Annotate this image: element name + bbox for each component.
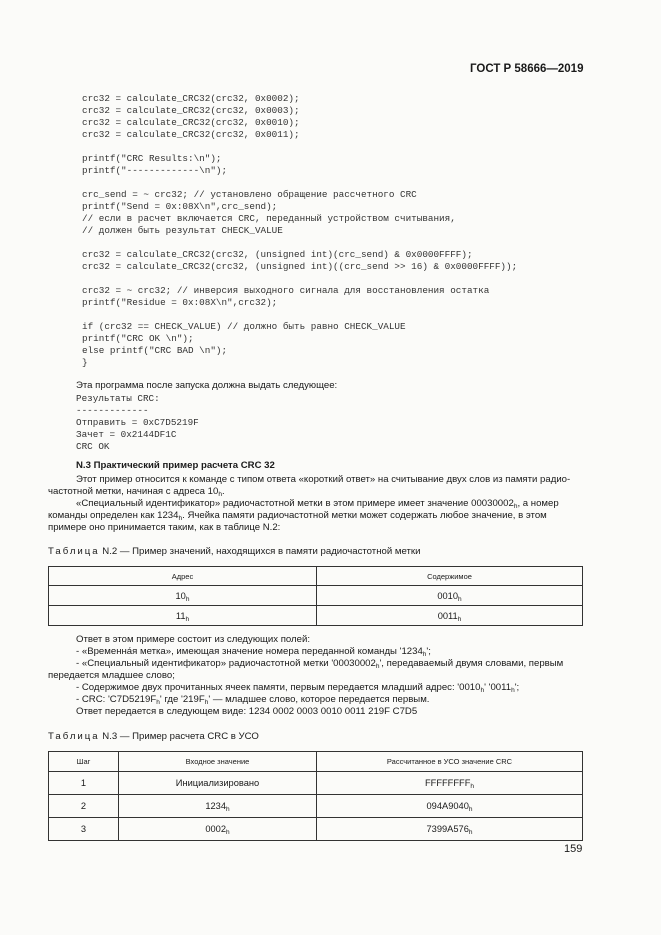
output-line: Отправить = 0xC7D5219F [76, 417, 199, 428]
column-header: Адрес [49, 567, 317, 586]
table-cell: $094A9040_h$ [317, 795, 583, 818]
page-number: 159 [564, 843, 583, 855]
code-line: printf("CRC Results:\n"); [82, 153, 222, 164]
table-cell: $1234_h$ [119, 795, 317, 818]
output-intro: Эта программа после запуска должна выдать следующее: [76, 380, 338, 391]
table3-caption: Таблица N.3 — Пример расчета CRC в УСО [48, 731, 259, 742]
code-line: crc32 = calculate_CRC32(crc32, 0x0011); [82, 129, 300, 140]
standard-header: ГОСТ Р 58666—2019 [470, 63, 584, 75]
table2-caption: Таблица N.2 — Пример значений, находящихся в памяти радиочастотной метки [48, 546, 421, 557]
output-line: Зачет = 0x2144DF1C [76, 429, 177, 440]
paragraph-line: - «Временна́я метка», имеющая значение номера переданной команды '$1234_h$'; [76, 646, 431, 658]
paragraph-line: Ответ в этом примере состоит из следующих полей: [76, 634, 311, 645]
code-line: // если в расчет включается CRC, переданный устройством считывания, [82, 213, 456, 224]
paragraph-line: частотной метки, начиная с адреса $10_h$. [48, 486, 225, 498]
code-line: crc_send = ~ crc32; // установлено обращение рассчетного CRC [82, 189, 417, 200]
table-row [49, 818, 583, 841]
table-n3 [48, 751, 583, 841]
table-header-row [49, 567, 583, 586]
code-line: // должен быть результат CHECK_VALUE [82, 225, 283, 236]
output-line: Результаты CRC: [76, 393, 160, 404]
paragraph-line: примере оно принимается таким, как в таблице N.2: [48, 522, 281, 533]
paragraph-line: - Содержимое двух прочитанных ячеек памяти, первым передается младший адрес: '$0010_h$' '$0011_h$'; [76, 682, 520, 694]
code-line: crc32 = calculate_CRC32(crc32, (unsigned int)((crc_send >> 16) & 0x0000FFFF)); [82, 261, 518, 272]
paragraph-line: Ответ передается в следующем виде: 1234 0002 0003 0010 0011 219F C7D5 [76, 706, 418, 717]
code-line: printf("Send = 0x:08X\n",crc_send); [82, 201, 278, 212]
code-line: else printf("CRC BAD \n"); [82, 345, 228, 356]
paragraph-line: «Специальный идентификатор» радиочастотной метки в этом примере имеет значение $00030002_h$, а номер [76, 498, 559, 510]
paragraph-line: передается младшее слово; [48, 670, 175, 681]
table-cell: 1 [49, 772, 119, 795]
code-line: printf("Residue = 0x:08X\n",crc32); [82, 297, 278, 308]
column-header: Рассчитанное в УСО значение CRC [317, 752, 583, 772]
table-cell: $0011_h$ [317, 606, 583, 626]
code-line: printf("CRC OK \n"); [82, 333, 194, 344]
paragraph-line: команды определен как $1234_h$. Ячейка памяти радиочастотной метки может содержать любое значение, в этом [48, 510, 547, 522]
table-row [49, 795, 583, 818]
table-cell: $7399A576_h$ [317, 818, 583, 841]
table-n2 [48, 566, 583, 626]
column-header: Содержимое [317, 567, 583, 586]
code-line: crc32 = ~ crc32; // инверсия выходного сигнала для восстановления остатка [82, 285, 490, 296]
code-line: crc32 = calculate_CRC32(crc32, 0x0003); [82, 105, 300, 116]
table-row [49, 586, 583, 606]
column-header: Входное значение [119, 752, 317, 772]
code-line: crc32 = calculate_CRC32(crc32, 0x0010); [82, 117, 300, 128]
code-line: crc32 = calculate_CRC32(crc32, (unsigned int)(crc_send) & 0x0000FFFF); [82, 249, 473, 260]
output-line: ------------- [76, 405, 149, 416]
code-line: printf("-------------\n"); [82, 165, 228, 176]
paragraph-line: - «Специальный идентификатор» радиочастотной метки '$00030002_h$', передаваемый двумя словами, первым [76, 658, 564, 670]
code-line: } [82, 357, 88, 368]
table-row [49, 606, 583, 626]
paragraph-line: - CRC: '$C7D5219F_h$' где '$219F_h$' — младшее слово, которое передается первым. [76, 694, 430, 706]
table-cell: $10_h$ [49, 586, 317, 606]
table-cell: $0010_h$ [317, 586, 583, 606]
section-heading: N.3 Практический пример расчета CRC 32 [76, 460, 275, 471]
table-cell: 3 [49, 818, 119, 841]
table-row [49, 772, 583, 795]
table-cell: $FFFFFFFF_h$ [317, 772, 583, 795]
table-header-row [49, 752, 583, 772]
table-cell: $0002_h$ [119, 818, 317, 841]
output-line: CRC OK [76, 441, 110, 452]
code-line: crc32 = calculate_CRC32(crc32, 0x0002); [82, 93, 300, 104]
table-cell: 2 [49, 795, 119, 818]
code-line: if (crc32 == CHECK_VALUE) // должно быть равно CHECK_VALUE [82, 321, 406, 332]
table-cell: Инициализировано [119, 772, 317, 795]
table-cell: $11_h$ [49, 606, 317, 626]
paragraph-line: Этот пример относится к команде с типом ответа «короткий ответ» на считывание двух слов из памяти радио- [76, 474, 571, 485]
column-header: Шаг [49, 752, 119, 772]
